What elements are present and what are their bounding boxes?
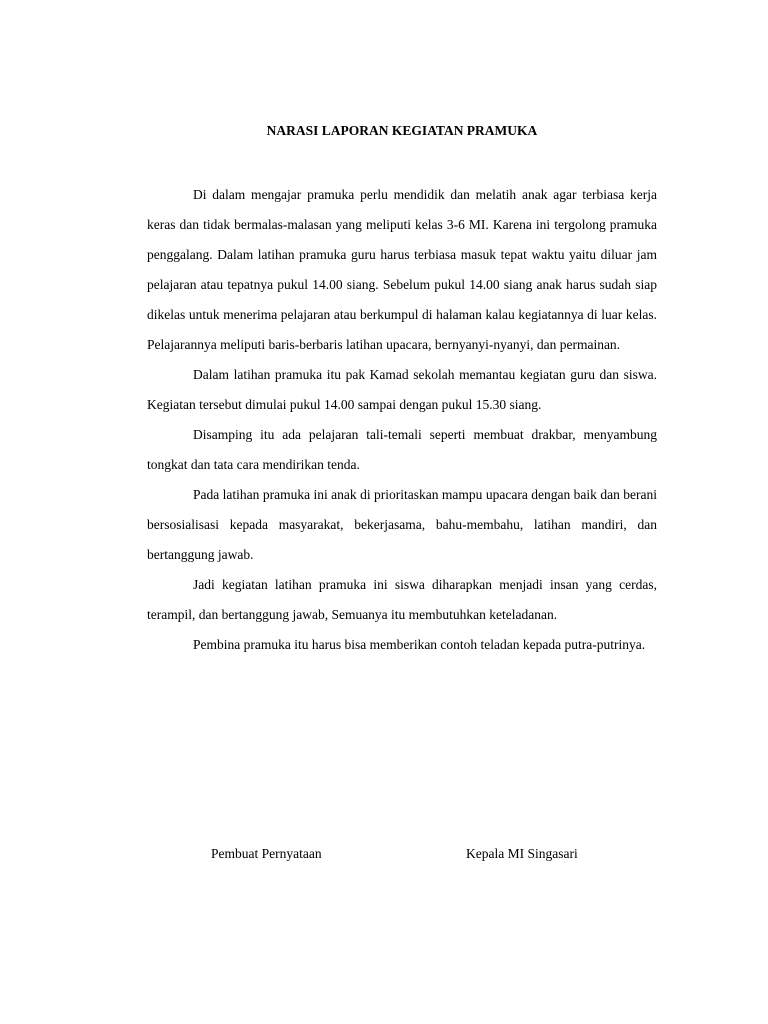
document-body bbox=[147, 180, 657, 660]
paragraph: Jadi kegiatan latihan pramuka ini siswa diharapkan menjadi insan yang cerdas, terampil, dan bertanggung jawab, Semuanya itu membutuhkan keteladanan. bbox=[147, 577, 657, 622]
paragraph: Di dalam mengajar pramuka perlu mendidik dan melatih anak agar terbiasa kerja keras dan tidak bermalas-malasan yang meliputi kelas 3-6 MI. Karena ini tergolong pramuka penggalang. Dalam latihan pramuka guru harus terbiasa masuk tepat waktu yaitu diluar jam pelajaran atau tepatnya pukul 14.00 siang. Sebelum pukul 14.00 siang anak harus sudah siap dikelas untuk menerima pelajaran atau berkumpul di halaman kalau kegiatannya di luar kelas. Pelajarannya meliputi baris-berbaris latihan upacara, bernyanyi-nyanyi, dan permainan. bbox=[147, 187, 657, 352]
document-title: NARASI LAPORAN KEGIATAN PRAMUKA bbox=[266, 123, 538, 138]
paragraph: Pembina pramuka itu harus bisa memberikan contoh teladan kepada putra-putrinya. bbox=[193, 637, 646, 652]
signature-label-maker: Pembuat Pernyataan bbox=[211, 846, 322, 861]
signature-label-principal: Kepala MI Singasari bbox=[466, 846, 578, 861]
paragraph: Pada latihan pramuka ini anak di prioritaskan mampu upacara dengan baik dan berani bersosialisasi kepada masyarakat, bekerjasama, bahu-membahu, latihan mandiri, dan bertanggung jawab. bbox=[147, 487, 657, 562]
paragraph: Dalam latihan pramuka itu pak Kamad sekolah memantau kegiatan guru dan siswa. Kegiatan tersebut dimulai pukul 14.00 sampai dengan pukul 15.30 siang. bbox=[147, 367, 657, 412]
paragraph: Disamping itu ada pelajaran tali-temali seperti membuat drakbar, menyambung tongkat dan tata cara mendirikan tenda. bbox=[147, 427, 657, 472]
